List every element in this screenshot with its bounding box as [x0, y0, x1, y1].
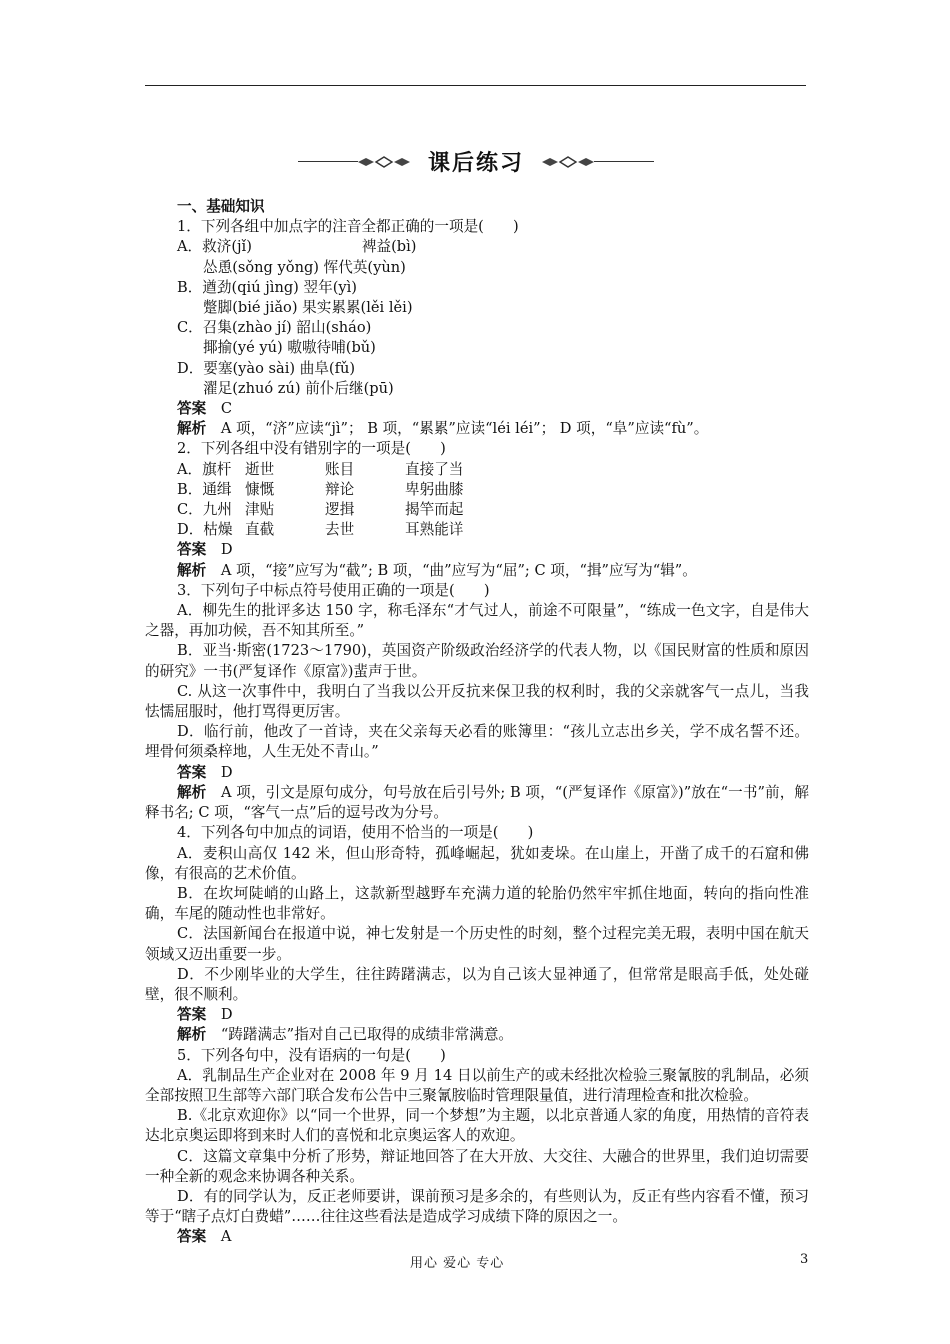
- q2-option-d: [145, 520, 809, 540]
- q1-answer: [145, 399, 809, 419]
- q2-explanation: [145, 561, 809, 581]
- q4-answer: [145, 1005, 809, 1025]
- q5-answer: [145, 1227, 809, 1247]
- q2-option-c: [145, 500, 809, 520]
- q1-explanation: [145, 419, 809, 439]
- q2-cell: 揭竿而起: [405, 501, 464, 519]
- q1-option-d-line2: 濯足(zhuó zú) 前仆后继(pū): [203, 379, 394, 397]
- explanation-text: A 项，引文是原句成分，句号放在后引号外; B 项，“(严复译作《原富》)”放在“一书”前，解释书名; C 项，“客气一点”后的逗号改为分号。: [145, 783, 809, 822]
- q2-cell: B．通缉: [177, 480, 232, 498]
- q1-option-c-line2: 揶揄(yé yú) 嗷嗷待哺(bǔ): [203, 339, 376, 357]
- q1-option-b-line2: 蹩脚(bié jiǎo) 果实累累(lěi lěi): [203, 299, 413, 317]
- answer-label: 答案: [177, 763, 207, 781]
- explanation-label: 解析: [177, 1026, 207, 1044]
- ornament-right-icon: [540, 154, 596, 170]
- page-number: 3: [800, 1252, 809, 1267]
- q3-stem: 3．下列句子中标点符号使用正确的一项是( ): [177, 581, 490, 599]
- q2-cell: 耳熟能详: [405, 521, 464, 539]
- q3-option-d: D．临行前，他改了一首诗，夹在父亲每天必看的账簿里：“孩儿立志出乡关，学不成名誓不还。埋骨何须桑梓地，人生无处不青山。”: [145, 723, 809, 761]
- q4-option-a: A．麦积山高仅 142 米，但山形奇特，孤峰崛起，犹如麦垛。在山崖上，开凿了成千的石窟和佛像，有很高的艺术价值。: [145, 844, 809, 882]
- banner-line-right: [594, 161, 654, 162]
- exercise-content: [145, 197, 809, 1248]
- q1-stem: 1．下列各组中加点字的注音全都正确的一项是( ): [177, 218, 519, 236]
- page-title: 课后练习: [427, 151, 524, 176]
- answer-label: 答案: [177, 1006, 207, 1024]
- q5-stem: 5．下列各句中，没有语病的一句是( ): [177, 1046, 446, 1064]
- q2-cell: C．九州: [177, 501, 232, 519]
- q4-explanation: [145, 1025, 809, 1045]
- explanation-label: 解析: [177, 561, 207, 579]
- q2-cell: 津贴: [245, 501, 275, 519]
- q4-option-c: C．法国新闻台在报道中说，神七发射是一个历史性的时刻，整个过程完美无瑕，表明中国在航天领域又迈出重要一步。: [145, 925, 809, 963]
- q2-cell: 辩论: [325, 480, 355, 498]
- answer-value: C: [220, 400, 232, 418]
- q2-stem: 2．下列各组中没有错别字的一项是( ): [177, 440, 446, 458]
- q3-explanation: [145, 783, 809, 823]
- explanation-label: 解析: [177, 783, 207, 801]
- q3-option-c: C. 从这一次事件中，我明白了当我以公开反抗来保卫我的权利时，我的父亲就客气一点儿，当我怯懦屈服时，他打骂得更厉害。: [145, 682, 809, 721]
- q5-option-c: C．这篇文章集中分析了形势，辩证地回答了在大开放、大交往、大融合的世界里，我们迫切需要一种全新的观念来协调各种关系。: [145, 1147, 809, 1185]
- q3-answer: [145, 763, 809, 783]
- section-banner: [298, 146, 654, 178]
- q2-cell: A．旗杆: [177, 460, 232, 478]
- header-rule: [145, 85, 806, 86]
- answer-label: 答案: [177, 1228, 207, 1246]
- q2-cell: 直接了当: [405, 460, 464, 478]
- q2-option-a: [145, 460, 809, 480]
- q2-cell: 卑躬曲膝: [405, 480, 464, 498]
- q1-option-b: B．遒劲(qiú jìng) 翌年(yì): [177, 278, 357, 296]
- ornament-left-icon: [356, 154, 412, 170]
- q3-option-b: B．亚当·斯密(1723～1790)，英国资产阶级政治经济学的代表人物，以《国民财富的性质和原因的研究》一书(严复译作《原富》)蜚声于世。: [145, 642, 809, 680]
- q2-cell: 账目: [325, 460, 355, 478]
- answer-label: 答案: [177, 541, 207, 559]
- answer-value: D: [220, 541, 233, 559]
- q2-cell: 逻揖: [325, 501, 355, 519]
- answer-value: D: [220, 763, 233, 781]
- explanation-text: A 项，“济”应读“jì”； B 项，“累累”应读“léi léi”； D 项，“阜”应读“fù”。: [220, 420, 709, 438]
- q3-option-a: A．柳先生的批评多达 150 字，称毛泽东“才气过人，前途不可限量”，“练成一色文字，自是伟大之器，再加功候，吾不知其所至。”: [145, 602, 809, 640]
- q2-cell: D．枯燥: [177, 521, 233, 539]
- footer-text: 用心 爱心 专心: [410, 1256, 505, 1271]
- q2-cell: 直截: [245, 521, 275, 539]
- q1-option-a-line2: 怂恿(sǒng yǒng) 恽代英(yùn): [203, 258, 406, 276]
- answer-label: 答案: [177, 400, 207, 418]
- q1-a-part2: 裨益(bì): [361, 238, 417, 256]
- answer-value: A: [220, 1228, 232, 1246]
- explanation-text: A 项，“接”应写为“截”; B 项，“曲”应写为“屈”; C 项，“揖”应写为“辑”。: [220, 561, 697, 579]
- q1-option-a: [145, 237, 809, 257]
- q4-option-d: D．不少刚毕业的大学生，往往踌躇满志，以为自己该大显神通了，但常常是眼高手低，处处碰壁，很不顺利。: [145, 965, 809, 1003]
- explanation-label: 解析: [177, 420, 207, 438]
- q2-answer: [145, 540, 809, 560]
- q2-cell: 逝世: [245, 460, 275, 478]
- q2-cell: 慷慨: [245, 480, 275, 498]
- explanation-text: “踌躇满志”指对自己已取得的成绩非常满意。: [220, 1026, 514, 1044]
- banner-line-left: [298, 161, 358, 162]
- q5-option-d: D．有的同学认为，反正老师要讲，课前预习是多余的，有些则认为，反正有些内容看不懂，预习等于“瞎子点灯白费蜡”……往往这些看法是造成学习成绩下降的原因之一。: [145, 1187, 809, 1226]
- q5-option-a: A．乳制品生产企业对在 2008 年 9 月 14 日以前生产的或未经批次检验三聚氰胺的乳制品，必须全部按照卫生部等六部门联合发布公告中三聚氰胺临时管理限量值，进行清理检查和批次检验。: [145, 1066, 809, 1104]
- q1-a-part1: A．救济(jǐ): [177, 238, 252, 256]
- answer-value: D: [220, 1006, 233, 1024]
- q4-stem: 4．下列各句中加点的词语，使用不恰当的一项是( ): [177, 824, 534, 842]
- q5-option-b: B.《北京欢迎你》以“同一个世界，同一个梦想”为主题，以北京普通人家的角度，用热情的音符表达北京奥运即将到来时人们的喜悦和北京奥运客人的欢迎。: [145, 1107, 809, 1145]
- q1-option-c: C．召集(zhào jí) 韶山(sháo): [177, 319, 372, 337]
- section-heading: 一、基础知识: [177, 198, 265, 215]
- q4-option-b: B．在坎坷陡峭的山路上，这款新型越野车充满力道的轮胎仍然牢牢抓住地面，转向的指向性准确，车尾的随动性也非常好。: [145, 884, 809, 923]
- q2-option-b: [145, 480, 809, 500]
- q1-option-d: D．要塞(yào sài) 曲阜(fǔ): [177, 359, 356, 377]
- q2-cell: 去世: [325, 521, 355, 539]
